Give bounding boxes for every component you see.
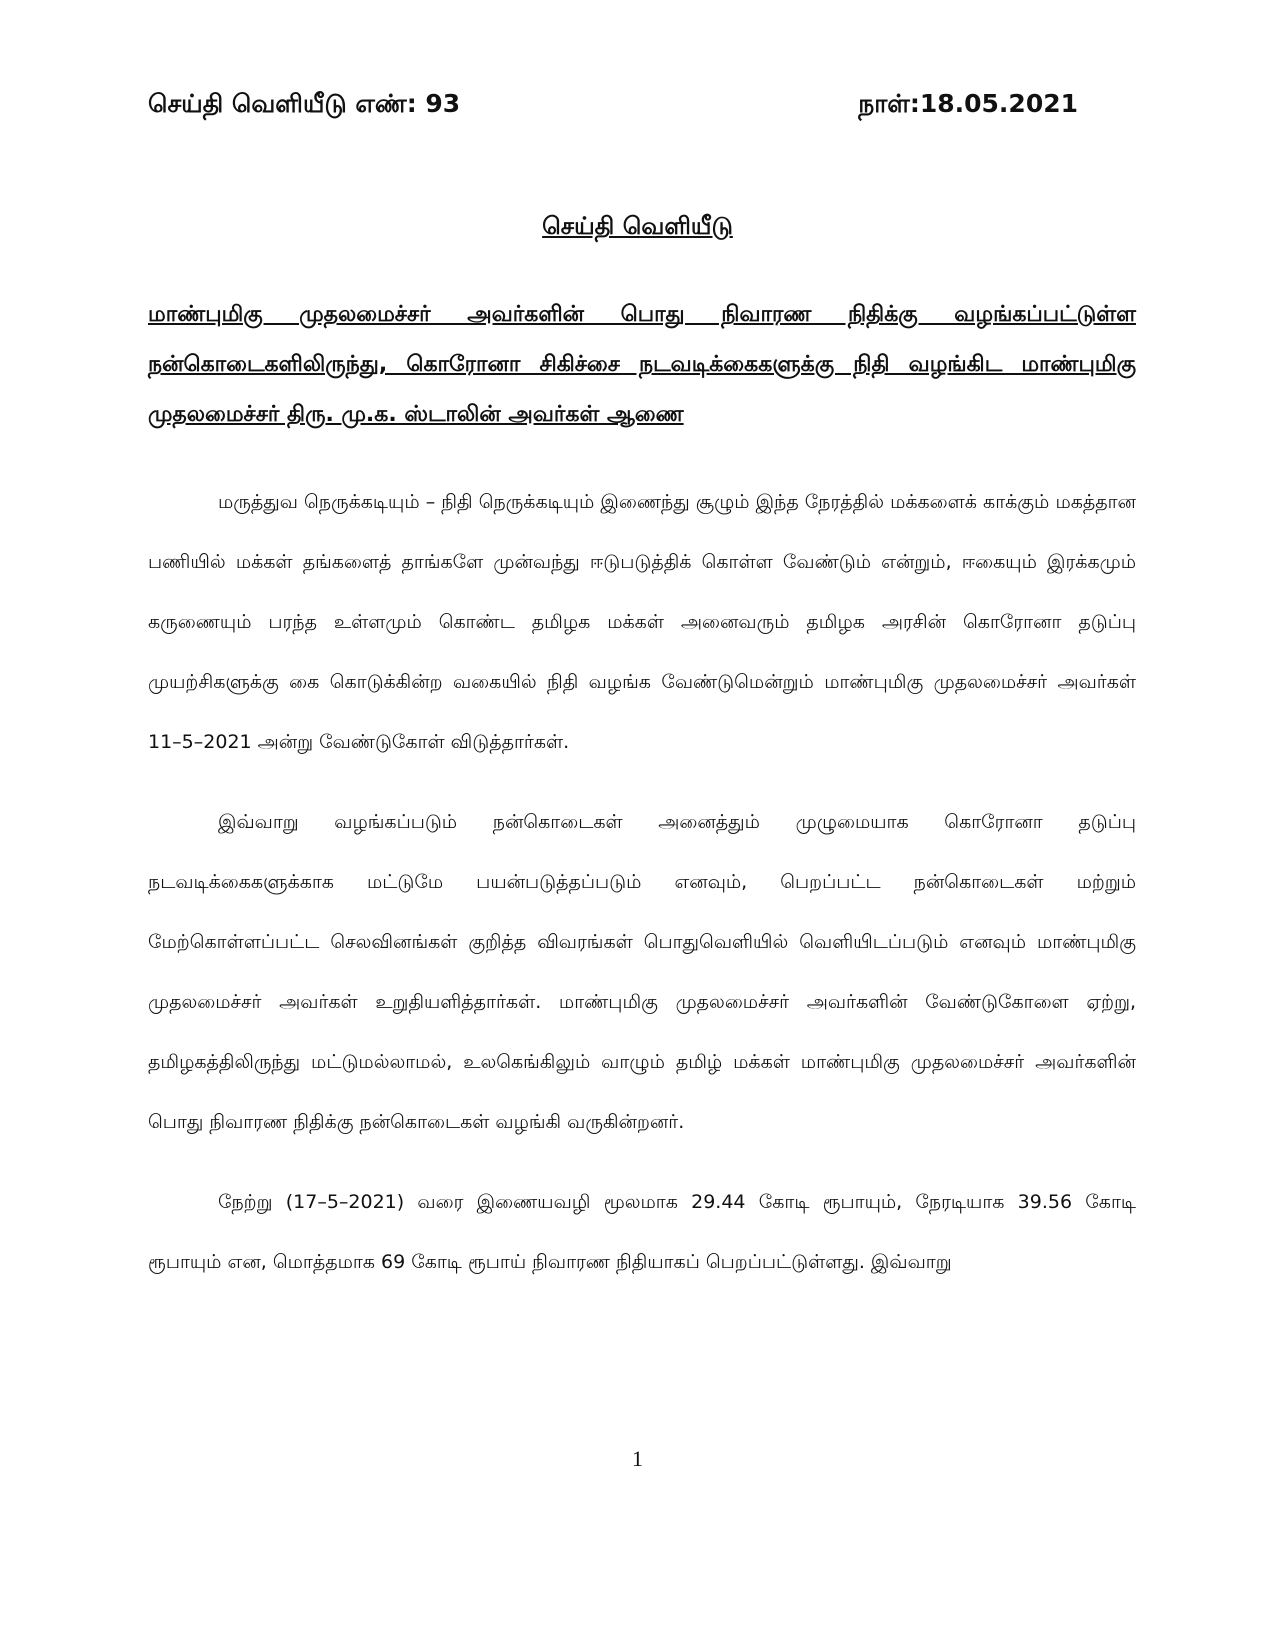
page-number: 1: [632, 1446, 643, 1471]
subject-heading: மாண்புமிகு முதலமைச்சர் அவர்களின் பொது நிவாரண நிதிக்கு வழங்கப்பட்டுள்ள நன்கொடைகளிலிருந்து, கொரோனா சிகிச்சை நடவடிக்கைகளுக்கு நிதி வழங்கிட மாண்புமிகு முதலமைச்சர் திரு. மு.க. ஸ்டாலின் அவர்கள் ஆணை: [148, 302, 1136, 427]
paragraph: மருத்துவ நெருக்கடியும் – நிதி நெருக்கடியும் இணைந்து சூழும் இந்த நேரத்தில் மக்களைக் காக்கும் மகத்தான பணியில் மக்கள் தங்களைத் தாங்களே முன்வந்து ஈடுபடுத்திக் கொள்ள வேண்டும் என்றும், ஈகையும் இரக்கமும் கருணையும் பரந்த உள்ளமும் கொண்ட தமிழக மக்கள் அனைவரும் தமிழக அரசின் கொரோனா தடுப்பு முயற்சிகளுக்கு கை கொடுக்கின்ற வகையில் நிதி வழங்க வேண்டுமென்றும் மாண்புமிகு முதலமைச்சர் அவர்கள் 11–5–2021 அன்று வேண்டுகோள் விடுத்தார்கள்.: [148, 491, 1136, 753]
body-text: [148, 472, 1136, 1312]
release-number: செய்தி வெளியீடு எண்: 93: [148, 89, 461, 118]
page-title: செய்தி வெளியீடு: [542, 212, 733, 240]
paragraph: நேற்று (17–5–2021) வரை இணையவழி மூலமாக 29.44 கோடி ரூபாயும், நேரடியாக 39.56 கோடி ரூபாயும் என, மொத்தமாக 69 கோடி ரூபாய் நிவாரண நிதியாகப் பெறப்பட்டுள்ளது. இவ்வாறு: [148, 1191, 1136, 1273]
release-header: [148, 86, 1078, 122]
release-date: நாள்:18.05.2021: [858, 89, 1078, 118]
paragraph: இவ்வாறு வழங்கப்படும் நன்கொடைகள் அனைத்தும் முழுமையாக கொரோனா தடுப்பு நடவடிக்கைகளுக்காக மட்டுமே பயன்படுத்தப்படும் எனவும், பெறப்பட்ட நன்கொடைகள் மற்றும் மேற்கொள்ளப்பட்ட செலவினங்கள் குறித்த விவரங்கள் பொதுவெளியில் வெளியிடப்படும் எனவும் மாண்புமிகு முதலமைச்சர் அவர்கள் உறுதியளித்தார்கள். மாண்புமிகு முதலமைச்சர் அவர்களின் வேண்டுகோளை ஏற்று, தமிழகத்திலிருந்து மட்டுமல்லாமல், உலகெங்கிலும் வாழும் தமிழ் மக்கள் மாண்புமிகு முதலமைச்சர் அவர்களின் பொது நிவாரண நிதிக்கு நன்கொடைகள் வழங்கி வருகின்றனர்.: [148, 811, 1136, 1133]
